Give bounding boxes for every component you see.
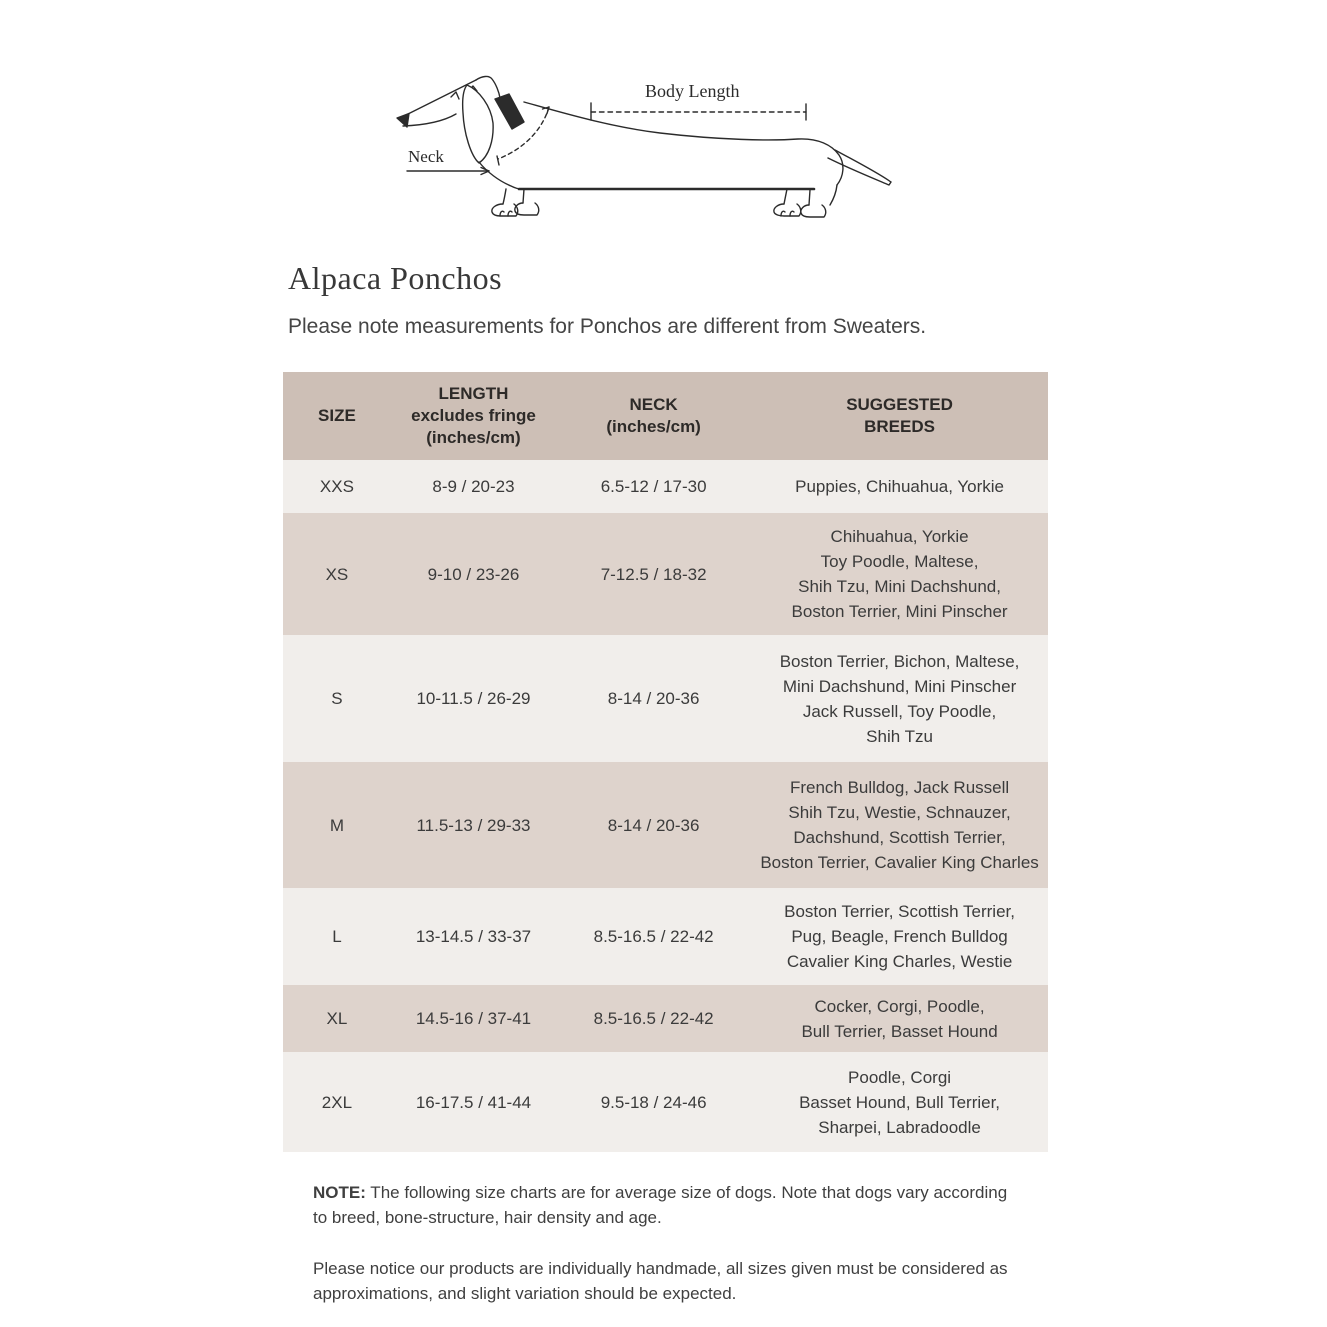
length-cell: 13-14.5 / 33-37 [415, 927, 532, 946]
length-cell: 10-11.5 / 26-29 [416, 689, 531, 708]
neck-cell: 6.5-12 / 17-30 [600, 477, 707, 496]
table-row [283, 762, 1048, 888]
breeds-line: Boston Terrier, Mini Pinscher [791, 602, 1008, 621]
breeds-cell [751, 762, 1048, 888]
header-length-line: (inches/cm) [426, 428, 521, 447]
breeds-line: Cavalier King Charles, Westie [786, 952, 1013, 971]
size-cell: M [329, 815, 345, 835]
note-label: NOTE: [313, 1183, 366, 1202]
page-title: Alpaca Ponchos [288, 260, 503, 296]
header-length [391, 372, 556, 460]
breeds-cell [751, 635, 1048, 762]
neck-cell: 9.5-18 / 24-46 [600, 1092, 707, 1112]
header-breeds-line: BREEDS [864, 417, 935, 436]
header-neck [556, 372, 751, 460]
header-breeds-line: SUGGESTED [846, 395, 953, 414]
dog-measurement-diagram [385, 55, 903, 227]
header-size [283, 372, 391, 460]
note-handmade: Please notice our products are individually handmade, all sizes given must be considered as approximations, and slight variation should be expected. [313, 1259, 1008, 1303]
breeds-line: Cocker, Corgi, Poodle, [814, 996, 985, 1016]
header-length-line: excludes fringe [411, 406, 536, 425]
size-cell: 2XL [321, 1092, 353, 1112]
breeds-line: Boston Terrier, Bichon, Maltese, [779, 651, 1020, 671]
breeds-line: Pug, Beagle, French Bulldog [791, 927, 1008, 946]
note-average-size-text: The following size charts are for average size of dogs. Note that dogs vary according to breed, bone-structure, hair density and age. [313, 1183, 1008, 1227]
header-breeds [751, 372, 1048, 460]
body-length-label: Body Length [645, 81, 740, 101]
header-size-label: SIZE [318, 406, 356, 425]
breeds-line: Chihuahua, Yorkie [830, 527, 969, 546]
breeds-line: Shih Tzu, Mini Dachshund, [798, 577, 1001, 596]
notes-section [313, 1180, 1025, 1306]
neck-cell: 8.5-16.5 / 22-42 [593, 1009, 714, 1028]
size-cell: L [332, 927, 342, 946]
table-row [283, 635, 1048, 762]
size-cell: S [331, 689, 343, 708]
dog-eye [451, 92, 459, 99]
length-cell: 16-17.5 / 41-44 [415, 1092, 532, 1112]
neck-cell: 7-12.5 / 18-32 [600, 564, 707, 584]
breeds-line: Toy Poodle, Maltese, [820, 552, 979, 571]
size-cell: XXS [319, 477, 354, 496]
header-neck-line: NECK [629, 395, 678, 414]
neck-cell: 8-14 / 20-36 [607, 815, 700, 835]
measurement-note: Please note measurements for Ponchos are different from Sweaters. [288, 315, 927, 338]
breeds-line: Boston Terrier, Cavalier King Charles [760, 853, 1039, 872]
breeds-line: Sharpei, Labradoodle [818, 1117, 981, 1137]
breeds-cell [751, 513, 1048, 635]
table-row [283, 1052, 1048, 1152]
dog-ear [463, 85, 493, 163]
breeds-line: French Bulldog, Jack Russell [789, 778, 1010, 797]
length-cell: 11.5-13 / 29-33 [416, 815, 531, 835]
dog-tail [828, 150, 891, 185]
breeds-line: Jack Russell, Toy Poodle, [802, 701, 997, 721]
table-row [283, 985, 1048, 1052]
size-table-body [283, 460, 1048, 1152]
header-length-line: LENGTH [438, 384, 509, 403]
header-neck-line: (inches/cm) [606, 417, 701, 436]
table-row [283, 460, 1048, 513]
dog-nose [397, 114, 409, 128]
size-cell: XL [326, 1009, 348, 1028]
breeds-line: Bull Terrier, Basset Hound [801, 1021, 998, 1041]
breeds-line: Dachshund, Scottish Terrier, [793, 828, 1006, 847]
length-cell: 8-9 / 20-23 [432, 477, 515, 496]
breeds-line: Poodle, Corgi [848, 1067, 952, 1087]
breeds-line: Puppies, Chihuahua, Yorkie [795, 477, 1004, 496]
size-chart-table [283, 372, 1048, 1152]
neck-label: Neck [408, 147, 444, 166]
breeds-line: Shih Tzu [866, 726, 933, 746]
length-cell: 14.5-16 / 37-41 [415, 1009, 532, 1028]
breeds-line: Shih Tzu, Westie, Schnauzer, [788, 803, 1011, 822]
breeds-line: Mini Dachshund, Mini Pinscher [782, 676, 1017, 696]
breeds-cell [751, 1052, 1048, 1152]
breeds-line: Boston Terrier, Scottish Terrier, [784, 902, 1015, 921]
table-row [283, 888, 1048, 985]
dog-collar [495, 94, 524, 129]
length-cell: 9-10 / 23-26 [427, 564, 520, 584]
neck-cell: 8.5-16.5 / 22-42 [593, 927, 714, 946]
note-average-size [313, 1180, 1025, 1230]
breeds-cell [751, 460, 1048, 513]
neck-cell: 8-14 / 20-36 [607, 689, 700, 708]
table-row [283, 513, 1048, 635]
breeds-cell [751, 888, 1048, 985]
breeds-line: Basset Hound, Bull Terrier, [799, 1092, 1001, 1112]
size-cell: XS [325, 564, 349, 584]
breeds-cell [751, 985, 1048, 1052]
table-header-row [283, 372, 1048, 460]
